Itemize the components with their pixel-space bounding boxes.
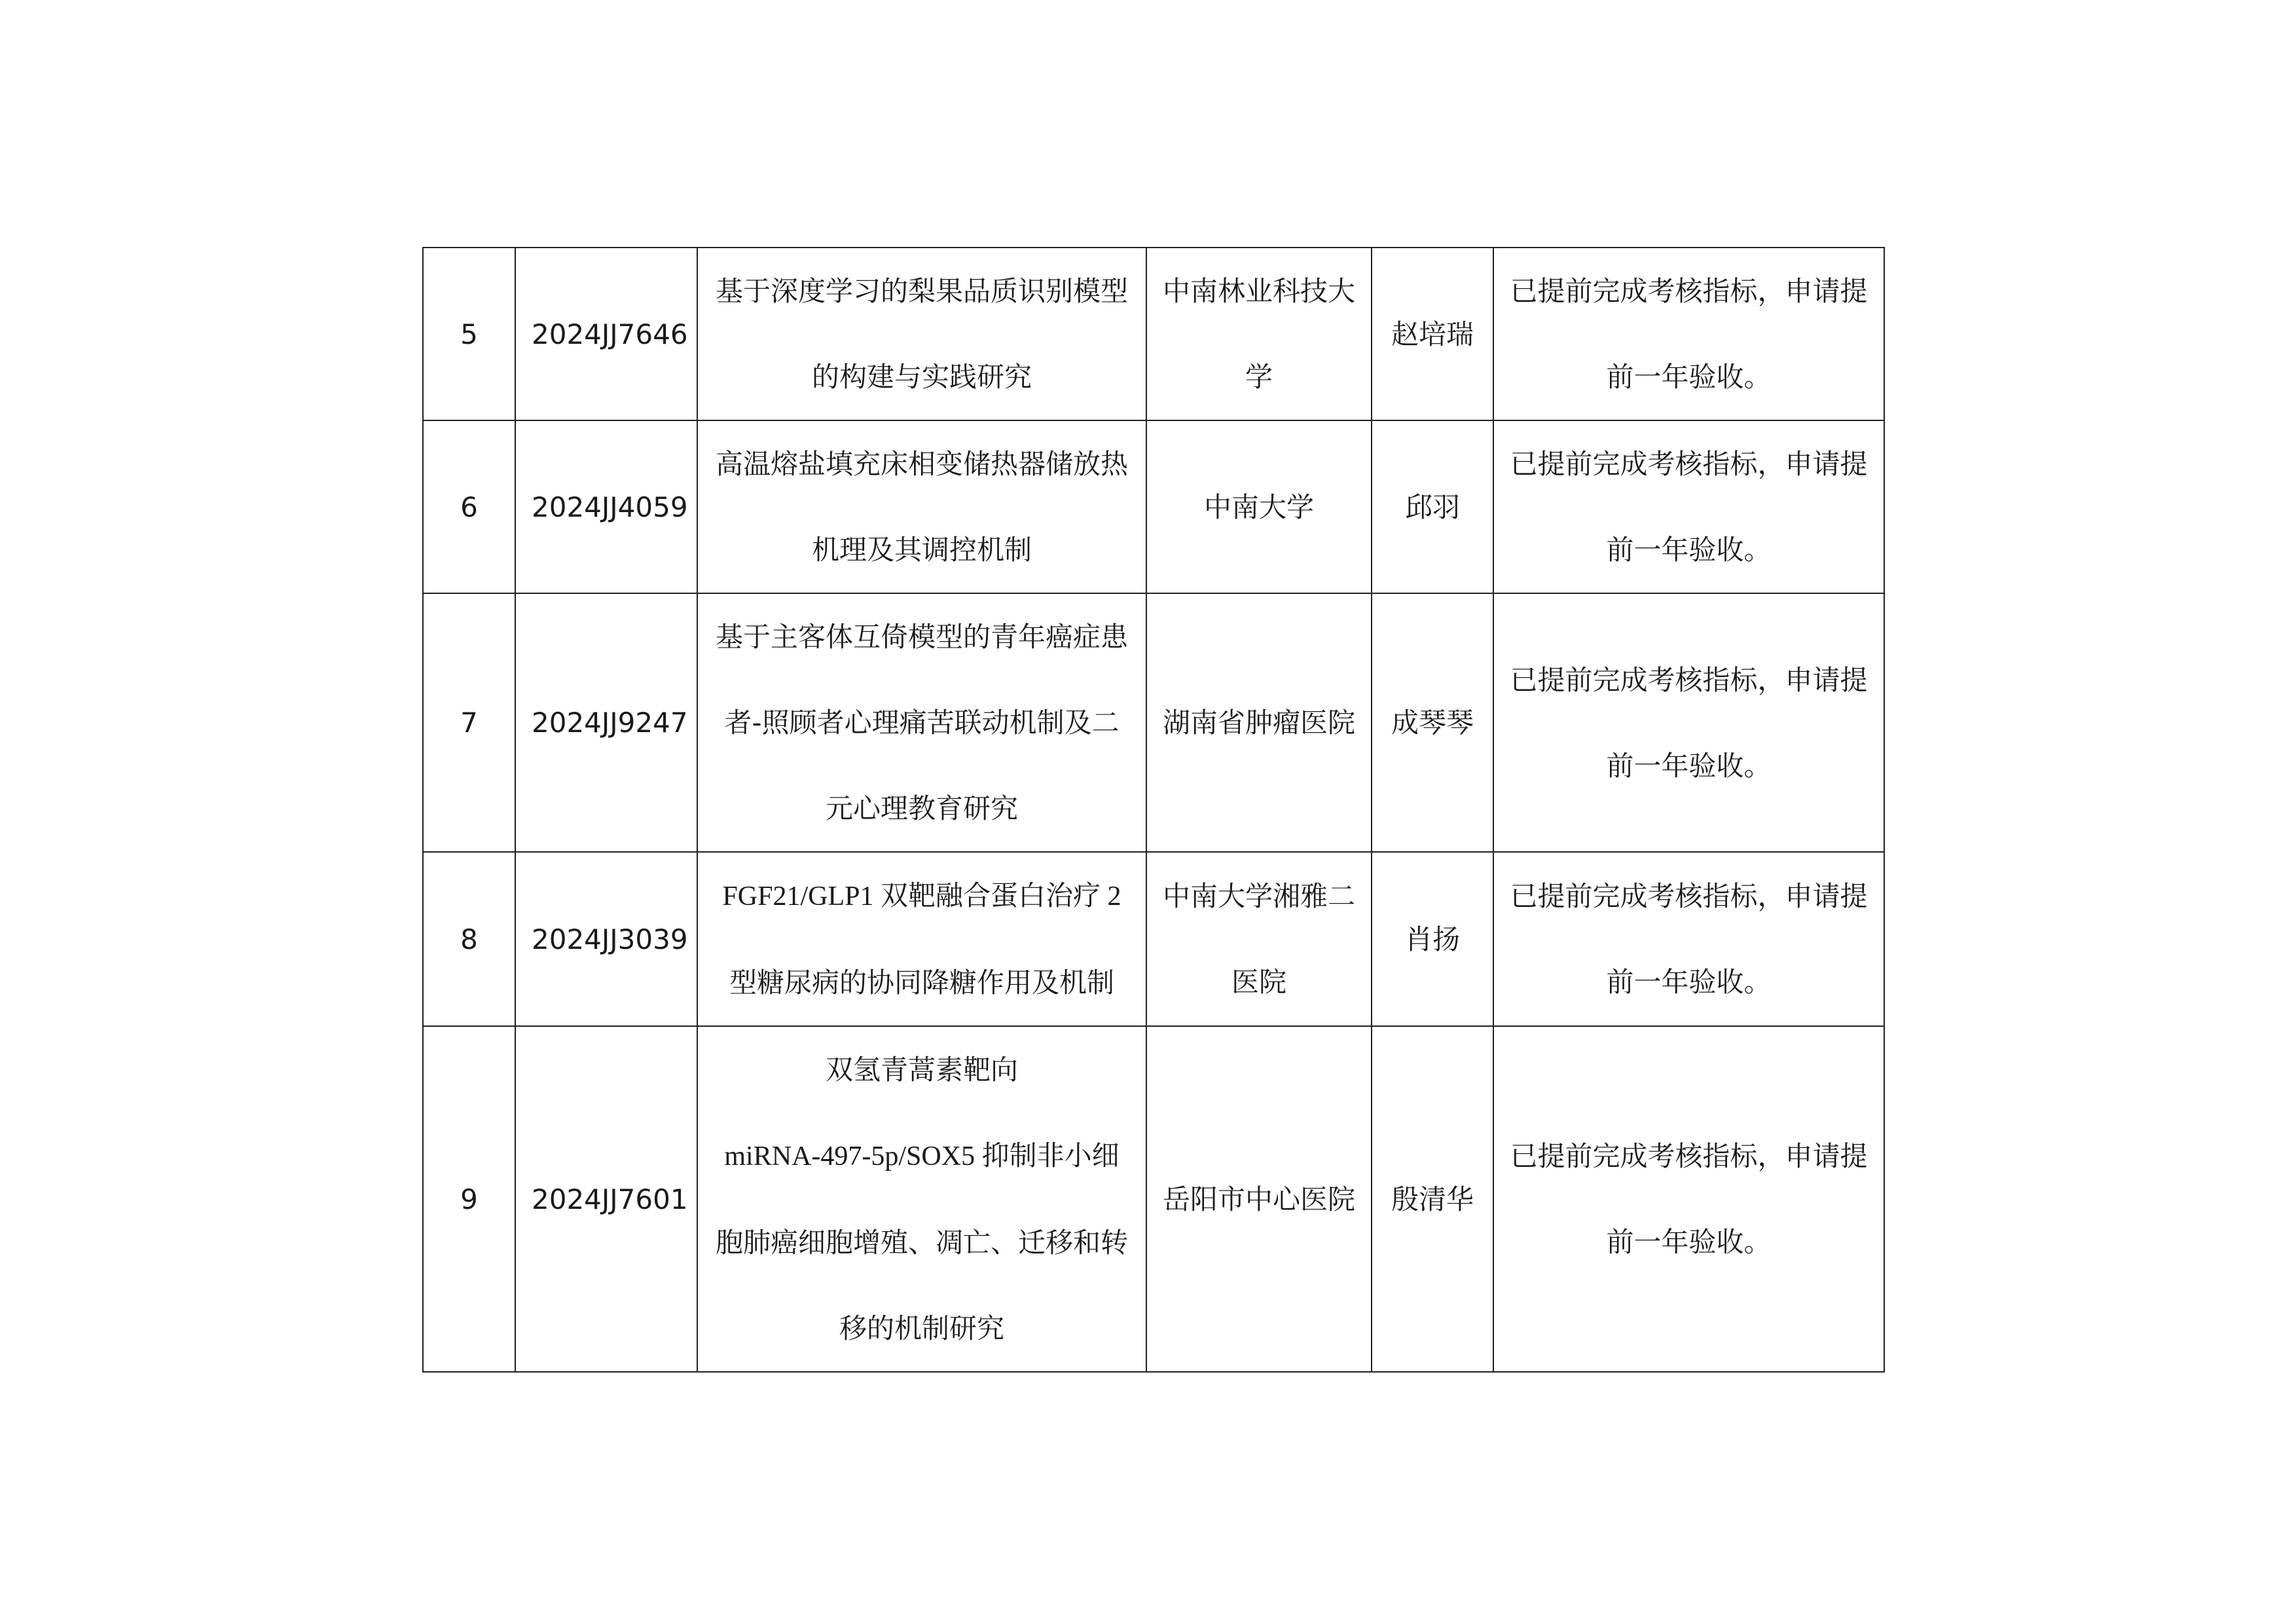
cell-remark-line: 前一年验收。 — [1606, 1226, 1772, 1258]
cell-institution-line: 湖南省肿瘤医院 — [1163, 707, 1356, 739]
cell-remark-line: 已提前完成考核指标，申请提 — [1510, 275, 1868, 307]
table-row — [423, 420, 1884, 593]
cell-remark-line: 前一年验收。 — [1606, 749, 1772, 782]
table-row — [423, 593, 1884, 852]
table-row — [423, 248, 1884, 420]
cell-row-number: 9 — [423, 1026, 515, 1372]
cell-project-title-line: 的构建与实践研究 — [811, 361, 1032, 393]
cell-row-number: 8 — [423, 852, 515, 1026]
cell-remark-line: 前一年验收。 — [1606, 966, 1772, 998]
cell-project-title — [697, 852, 1146, 1026]
cell-project-code: 2024JJ3039 — [515, 852, 697, 1026]
cell-project-code: 2024JJ7646 — [515, 248, 697, 420]
project-table-body — [423, 248, 1884, 1372]
cell-project-title-line: miRNA-497-5p/SOX5 抑制非小细 — [724, 1139, 1120, 1172]
cell-remark-line: 已提前完成考核指标，申请提 — [1510, 1140, 1868, 1172]
cell-project-title-line: 移的机制研究 — [839, 1312, 1004, 1344]
cell-institution-line: 医院 — [1231, 966, 1286, 998]
cell-institution — [1146, 1026, 1372, 1372]
cell-project-code: 2024JJ7601 — [515, 1026, 697, 1372]
cell-remark — [1493, 1026, 1884, 1372]
cell-institution — [1146, 420, 1372, 593]
project-table — [422, 247, 1885, 1373]
cell-row-number: 5 — [423, 248, 515, 420]
cell-institution-line: 中南林业科技大 — [1163, 275, 1356, 307]
cell-remark — [1493, 248, 1884, 420]
cell-project-title — [697, 248, 1146, 420]
cell-remark-line: 已提前完成考核指标，申请提 — [1510, 663, 1868, 696]
cell-project-title-line: 胞肺癌细胞增殖、凋亡、迁移和转 — [715, 1227, 1128, 1259]
cell-remark-line: 前一年验收。 — [1606, 534, 1772, 566]
table-row — [423, 852, 1884, 1026]
cell-remark-line: 已提前完成考核指标，申请提 — [1510, 448, 1868, 480]
cell-project-leader: 赵培瑞 — [1372, 248, 1493, 420]
cell-project-title-line: 双氢青蒿素靶向 — [825, 1054, 1018, 1086]
cell-institution — [1146, 593, 1372, 852]
cell-project-title — [697, 593, 1146, 852]
cell-institution — [1146, 852, 1372, 1026]
cell-project-code: 2024JJ4059 — [515, 420, 697, 593]
cell-row-number: 6 — [423, 420, 515, 593]
cell-project-title-line: 基于主客体互倚模型的青年癌症患 — [715, 621, 1128, 653]
cell-remark — [1493, 593, 1884, 852]
cell-remark — [1493, 420, 1884, 593]
cell-project-leader: 肖扬 — [1372, 852, 1493, 1026]
cell-remark-line: 已提前完成考核指标，申请提 — [1510, 880, 1868, 912]
cell-project-title-line: FGF21/GLP1 双靶融合蛋白治疗 2 — [722, 879, 1121, 912]
table-row — [423, 1026, 1884, 1372]
cell-institution — [1146, 248, 1372, 420]
cell-project-title-line: 机理及其调控机制 — [811, 534, 1032, 566]
cell-institution-line: 学 — [1245, 361, 1273, 393]
cell-project-leader: 殷清华 — [1372, 1026, 1493, 1372]
cell-row-number: 7 — [423, 593, 515, 852]
cell-institution-line: 中南大学湘雅二 — [1163, 880, 1356, 912]
cell-remark-line: 前一年验收。 — [1606, 361, 1772, 393]
cell-project-title-line: 型糖尿病的协同降糖作用及机制 — [729, 967, 1114, 999]
cell-project-leader: 成琴琴 — [1372, 593, 1493, 852]
cell-project-title-line: 元心理教育研究 — [825, 792, 1018, 824]
cell-project-title — [697, 420, 1146, 593]
cell-project-leader: 邱羽 — [1372, 420, 1493, 593]
cell-project-title-line: 基于深度学习的梨果品质识别模型 — [715, 275, 1128, 307]
cell-institution-line: 中南大学 — [1203, 490, 1314, 523]
cell-project-title-line: 者-照顾者心理痛苦联动机制及二 — [724, 707, 1120, 739]
cell-remark — [1493, 852, 1884, 1026]
cell-project-title — [697, 1026, 1146, 1372]
cell-project-title-line: 高温熔盐填充床相变储热器储放热 — [715, 448, 1128, 480]
cell-institution-line: 岳阳市中心医院 — [1163, 1183, 1356, 1215]
cell-project-code: 2024JJ9247 — [515, 593, 697, 852]
